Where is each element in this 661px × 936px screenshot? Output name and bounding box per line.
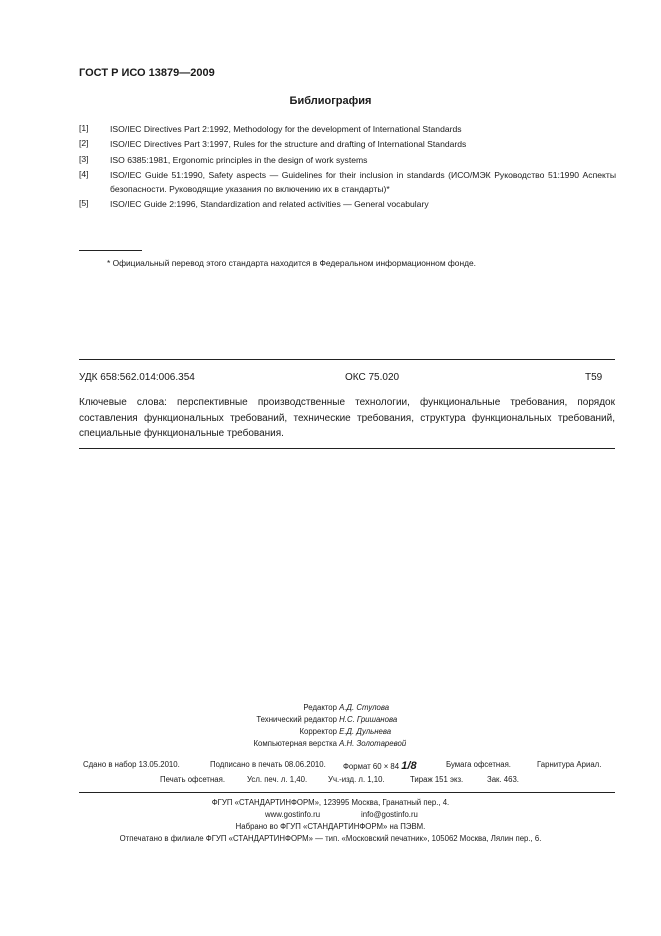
ref-text: ISO/IEC Directives Part 3:1997, Rules for the structure and drafting of International Standards	[110, 139, 467, 149]
publisher-rule	[79, 792, 615, 793]
imprint-format-fraction: 1/8	[401, 760, 417, 772]
ref-text: ISO/IEC Guide 51:1990, Safety aspects — Guidelines for their inclusion in standards (ИСО/МЭК Руководство 51:1990 Аспекты безопасности. Руководящие указания по включению их в стандарты)*	[110, 170, 616, 194]
udk-code: УДК 658:562.014:006.354	[79, 372, 195, 383]
credit-name: А.Д. Стулова	[339, 703, 390, 712]
footnote-separator	[79, 250, 142, 251]
imprint-typeset: Сдано в набор 13.05.2010.	[83, 760, 180, 769]
imprint-font: Гарнитура Ариал.	[537, 760, 602, 769]
imprint-sheets: Усл. печ. л. 1,40.	[247, 775, 308, 784]
ref-number: [4]	[79, 169, 89, 179]
imprint-paper: Бумага офсетная.	[446, 760, 511, 769]
credit-row	[200, 714, 460, 726]
imprint-format	[343, 760, 417, 772]
ref-text: ISO/IEC Guide 2:1996, Standardization and related activities — General vocabulary	[110, 199, 429, 209]
credit-row	[200, 726, 460, 738]
standard-code-header: ГОСТ Р ИСО 13879—2009	[79, 67, 215, 79]
credit-role: Технический редактор	[256, 715, 337, 724]
ref-text: ISO/IEC Directives Part 2:1992, Methodology for the development of International Standards	[110, 124, 462, 134]
imprint-format-prefix: Формат 60 × 84	[343, 762, 400, 771]
credit-role: Корректор	[299, 727, 337, 736]
credit-row	[200, 702, 460, 714]
publisher-printed-note: Отпечатано в филиале ФГУП «СТАНДАРТИНФОРМ» — тип. «Московский печатник», 105062 Москва, Лялин пер., 6.	[119, 834, 542, 843]
ref-number: [2]	[79, 138, 89, 148]
credit-role: Компьютерная верстка	[253, 739, 337, 748]
credit-name: Е.Д. Дульнева	[339, 727, 392, 736]
publisher-email[interactable]: info@gostinfo.ru	[361, 810, 418, 819]
publisher-typeset-note: Набрано во ФГУП «СТАНДАРТИНФОРМ» на ПЭВМ.	[235, 822, 426, 831]
publisher-address: ФГУП «СТАНДАРТИНФОРМ», 123995 Москва, Гранатный пер., 4.	[211, 798, 450, 807]
credit-role: Редактор	[303, 703, 337, 712]
ref-number: [3]	[79, 154, 89, 164]
imprint-order: Зак. 463.	[487, 775, 519, 784]
imprint-signed: Подписано в печать 08.06.2010.	[210, 760, 326, 769]
ref-text: ISO 6385:1981, Ergonomic principles in the design of work systems	[110, 155, 368, 165]
imprint-run: Тираж 151 экз.	[410, 775, 464, 784]
keywords: Ключевые слова: перспективные производственные технологии, функциональные требования, порядок составления функциональных требований, технические требования, структура функциональных требований, специальные функциональные требования.	[79, 397, 615, 439]
imprint-edsheets: Уч.-изд. л. 1,10.	[328, 775, 385, 784]
bibliography-title: Библиография	[289, 95, 372, 107]
imprint-print: Печать офсетная.	[160, 775, 226, 784]
credit-name: А.Н. Золотаревой	[339, 739, 407, 748]
credit-name: Н.С. Гришанова	[339, 715, 398, 724]
bottom-rule	[79, 448, 615, 449]
credit-row	[200, 738, 460, 750]
footnote: * Официальный перевод этого стандарта находится в Федеральном информационном фонде.	[107, 258, 476, 268]
publisher-website[interactable]: www.gostinfo.ru	[265, 810, 321, 819]
group-code: Т59	[585, 372, 603, 383]
ref-number: [1]	[79, 123, 89, 133]
oks-code: ОКС 75.020	[345, 372, 400, 383]
ref-number: [5]	[79, 198, 89, 208]
top-rule	[79, 359, 615, 360]
